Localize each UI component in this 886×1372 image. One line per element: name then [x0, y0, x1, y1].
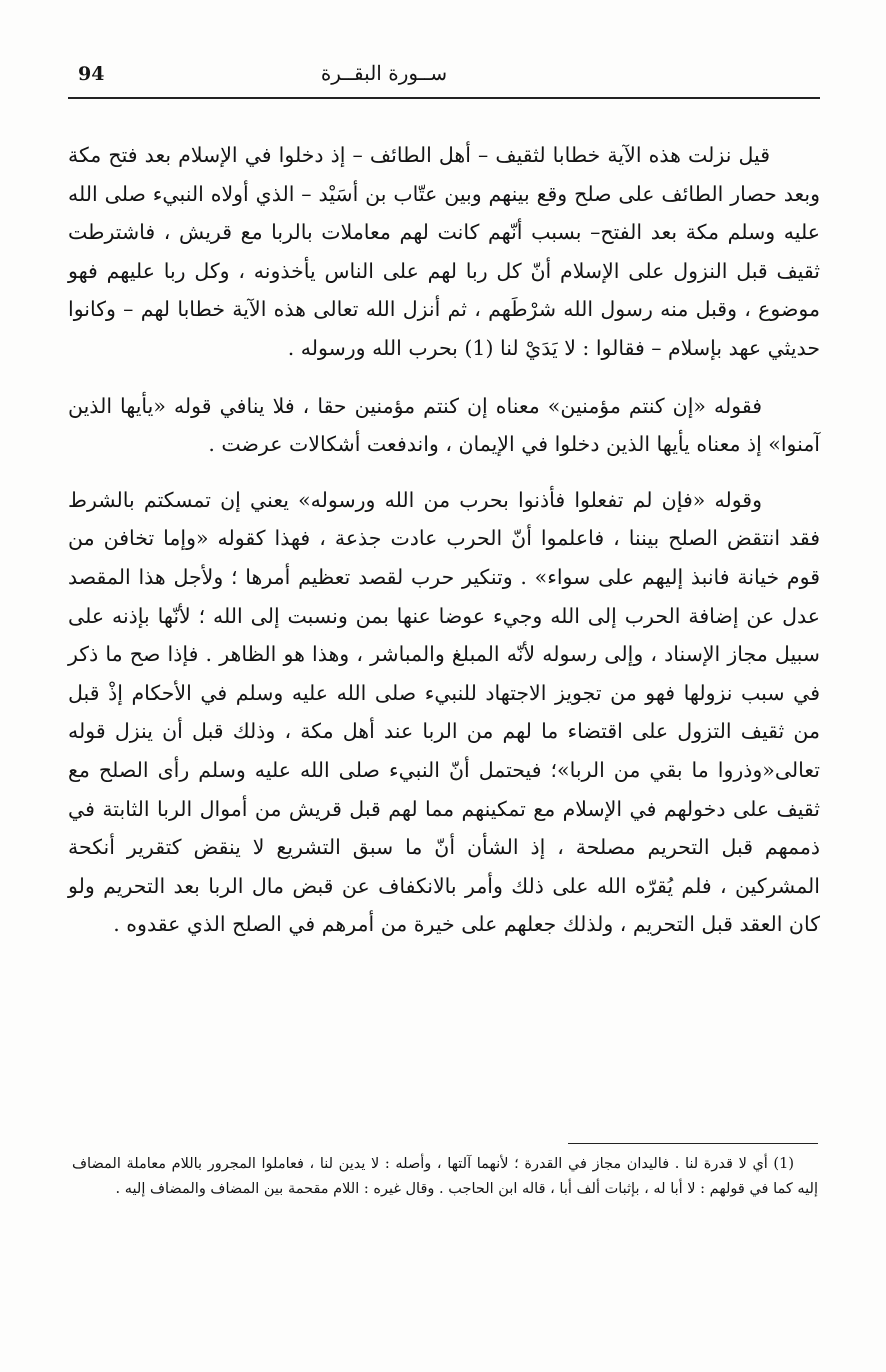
- paragraph: فقوله «إن كنتم مؤمنين» معناه إن كنتم مؤمنين حقا ، فلا ينافي قوله «يأيها الذين آمنوا» إذ معناه يأيها الذين دخلوا في الإيمان ، واندفعت أشكالات عرضت .: [68, 393, 820, 457]
- page-number: 94: [78, 63, 105, 85]
- footnote: (1) أي لا قدرة لنا . فاليدان مجاز في القدرة ؛ لأنهما آلتها ، وأصله : لا يدين لنا ، فعاملوا المجرور باللام معاملة المضاف إليه كما في قولهم : لا أبا له ، بإثبات ألف أبا ، قاله ابن الحاجب . وقال غيره : اللام مقحمة بين المضاف والمضاف إليه .: [72, 1156, 818, 1197]
- footnote-divider: [568, 1143, 818, 1144]
- paragraph: قيل نزلت هذه الآية خطابا لثقيف – أهل الطائف – إذ دخلوا في الإسلام بعد فتح مكة وبعد حصار الطائف على صلح وقع بينهم وبين عتّاب بن أسَيْد – الذي أولاه النبيء صلى الله عليه وسلم مكة بعد الفتح– بسبب أنّهم كانت لهم معاملات بالربا مع قريش ، فاشترطت ثقيف قبل النزول على الإسلام أنّ كل ربا لهم على الناس يأخذونه ، وكل ربا عليهم فهو موضوع ، وقبل منه رسول الله شرْطَهم ، ثم أنزل الله تعالى هذه الآية خطابا لهم – وكانوا حديثي عهد بإسلام – فقالوا : لا يَدَيْ لنا (1) بحرب الله ورسوله .: [68, 143, 820, 360]
- paragraph: وقوله «فإن لم تفعلوا فأذنوا بحرب من الله ورسوله» يعني إن تمسكتم بالشرط فقد انتقض الصلح بيننا ، فاعلموا أنّ الحرب عادت جذعة ، فهذا كقوله «وإما تخافن من قوم خيانة فانبذ إليهم على سواء» . وتنكير حرب لقصد تعظيم أمرها ؛ ولأجل هذا المقصد عدل عن إضافة الحرب إلى الله وجيء عوضا عنها بمن ونسبت إلى الله ؛ لأنّها بإذنه على سبيل مجاز الإسناد ، وإلى رسوله لأنّه المبلغ والمباشر ، وهذا هو الظاهر . فإذا صح ما ذكر في سبب نزولها فهو من تجويز الاجتهاد للنبيء صلى الله عليه وسلم في الأحكام إذْ قبل من ثقيف التزول على اقتضاء ما لهم من الربا عند أهل مكة ، وذلك قبل أن ينزل قوله تعالى«وذروا ما بقي من الربا»؛ فيحتمل أنّ النبيء صلى الله عليه وسلم رأى الصلح مع ثقيف على دخولهم في الإسلام مع تمكينهم مما لهم قبل قريش من أموال الربا الثابتة في ذممهم قبل التحريم مصلحة ، إذ الشأن أنّ ما سبق التشريع لا ينقض كتقرير أنكحة المشركين ، فلم يُقرّه الله على ذلك وأمر بالانكفاف عن قبض مال الربا بعد التحريم ولو كان العقد قبل التحريم ، ولذلك جعلهم على خيرة من أمرهم في الصلح الذي عقدوه .: [68, 487, 820, 937]
- body-text: [68, 136, 820, 944]
- page-header: [68, 55, 820, 99]
- running-title: ســورة البقــرة: [320, 61, 448, 85]
